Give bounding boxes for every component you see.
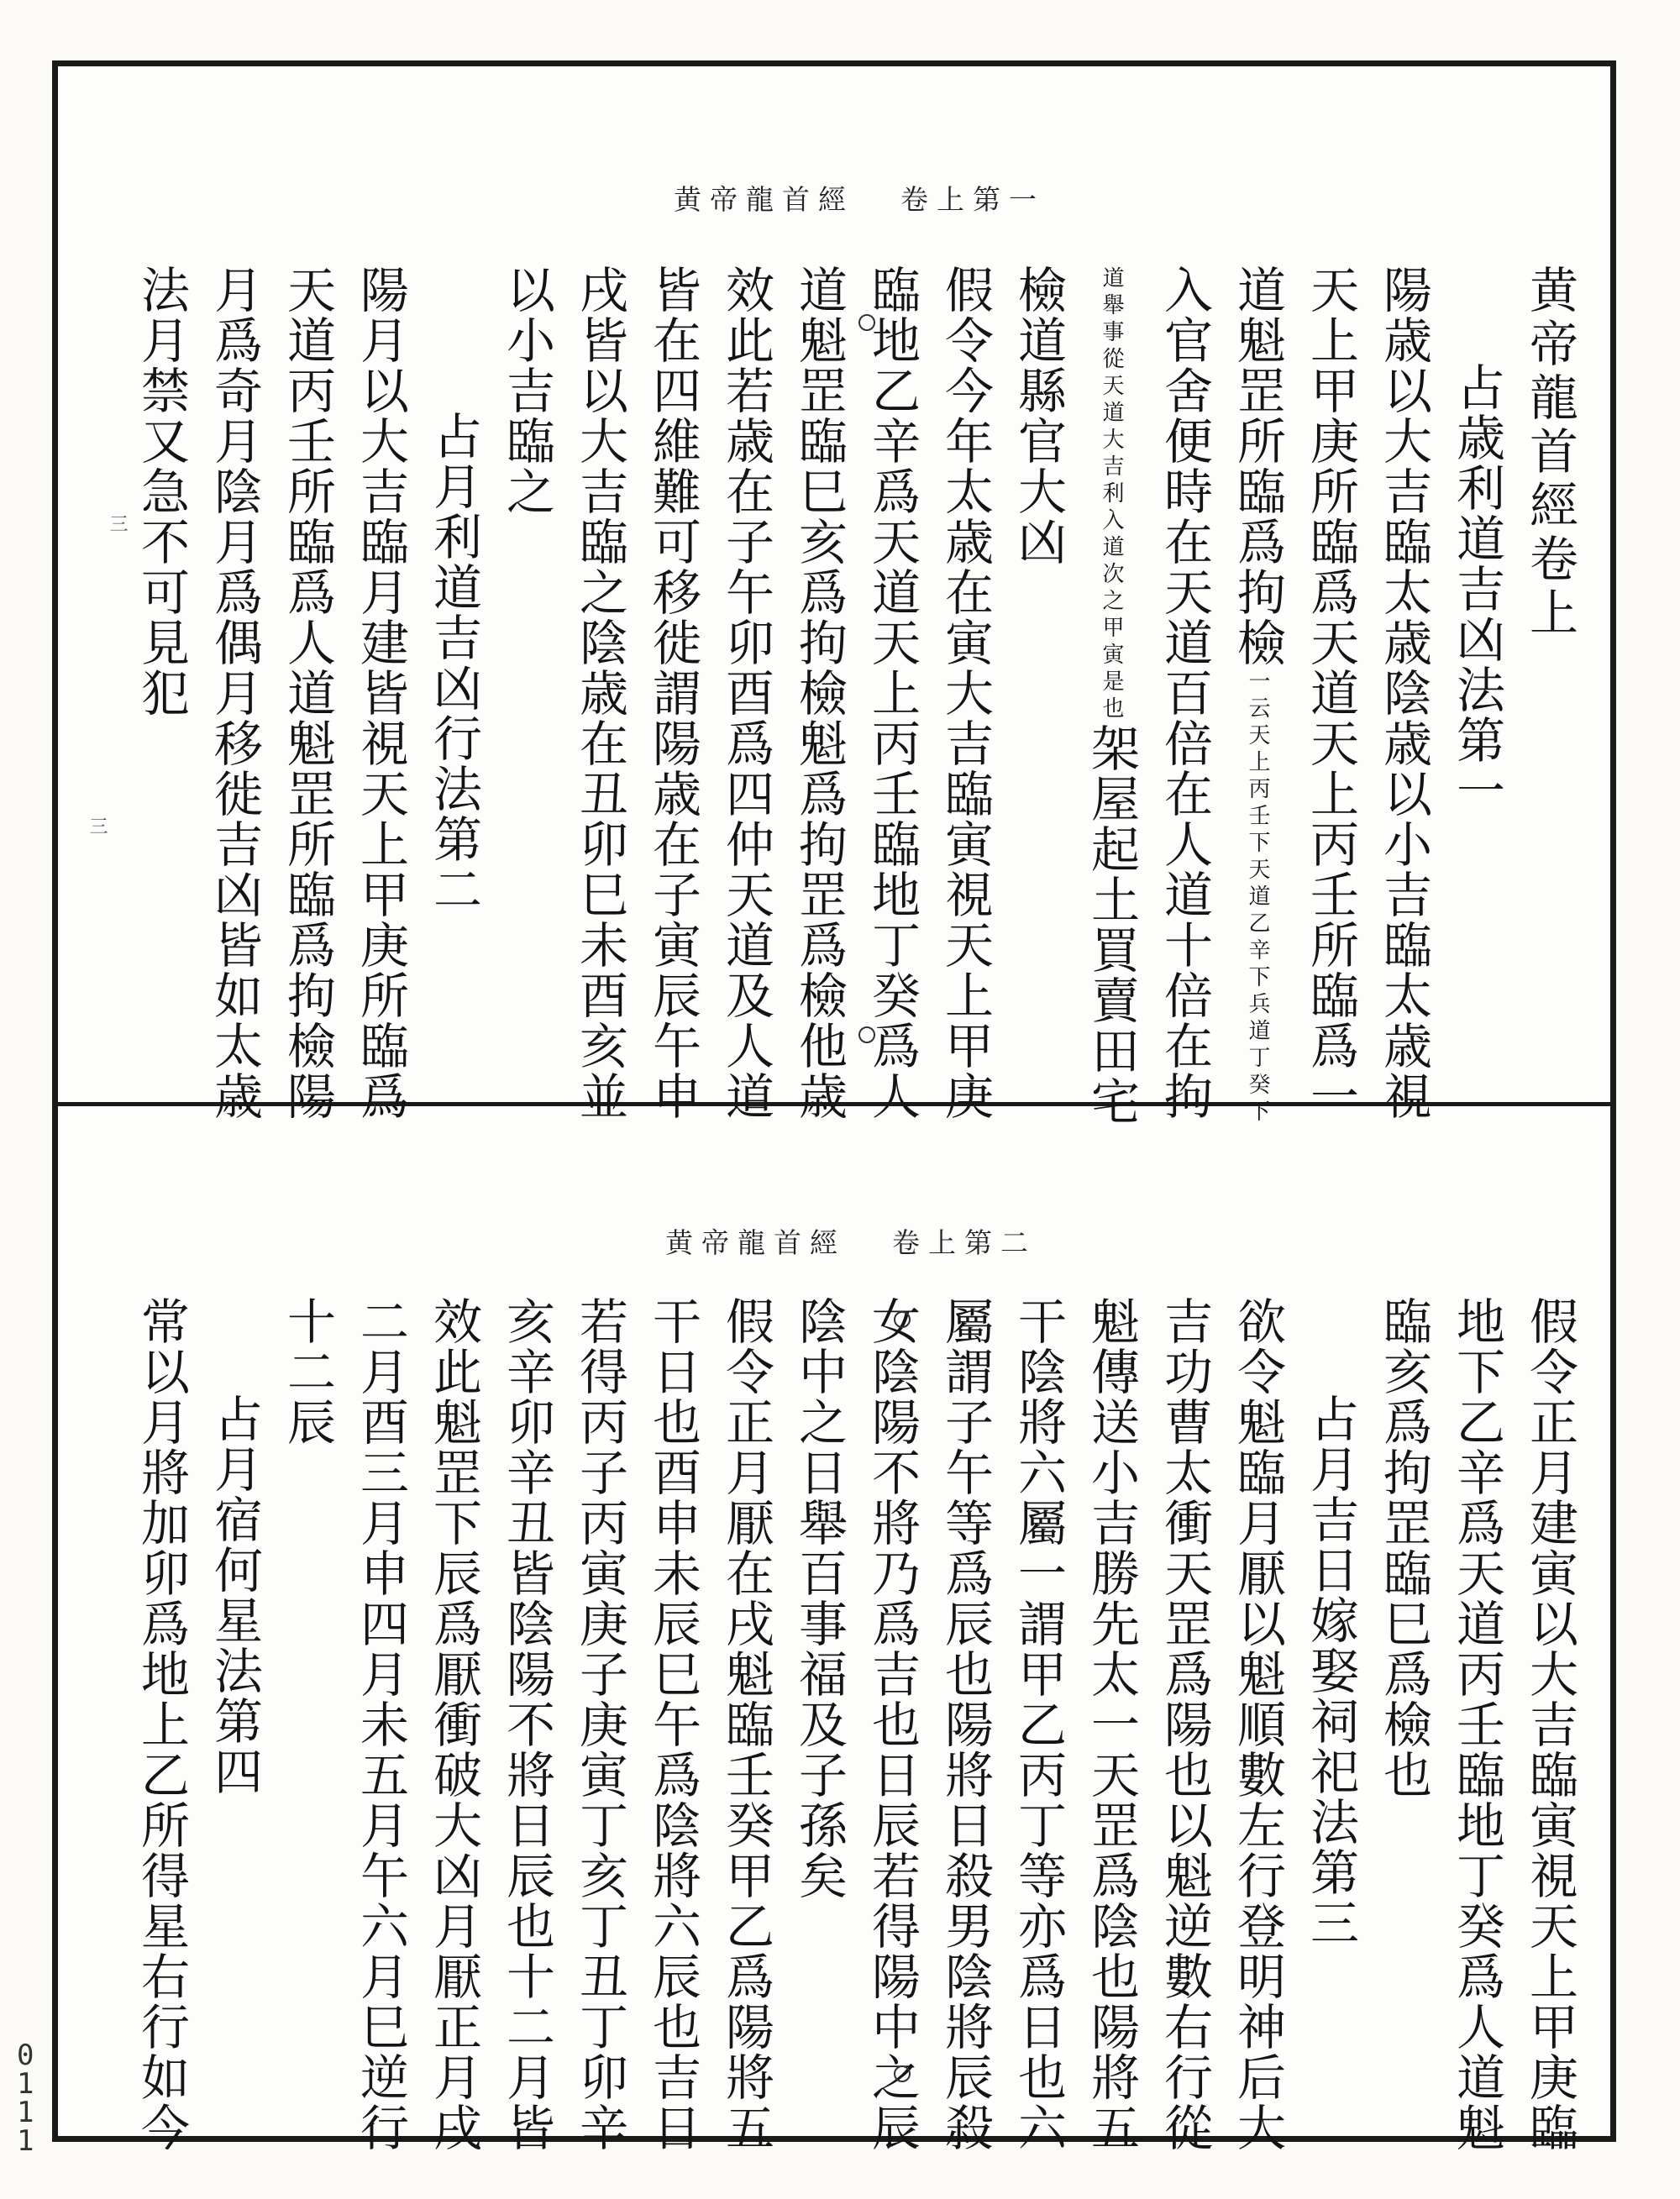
top-page-header (674, 178, 1045, 218)
column-annotation: 道舉事從天道大吉利入道次之甲寅是也 (1099, 266, 1124, 723)
punctuation-circle (894, 2065, 911, 2082)
top-text-columns (133, 265, 1578, 1126)
text-column: 法月禁又急不可見犯 (133, 265, 190, 718)
text-column: 檢道縣官大凶 (1010, 265, 1067, 567)
text-column: 亥辛卯辛丑皆陰陽不將日辰也十二月皆 (498, 1296, 555, 2153)
text-column: 臨亥爲拘罡臨巳爲檢也 (1375, 1296, 1432, 1800)
text-column: 陰中之日舉百事福及子孫矣 (790, 1296, 848, 1901)
text-column: 欲令魁臨月厭以魁順數左行登明神后大 (1229, 1296, 1286, 2153)
punctuation-circle (894, 1311, 911, 1328)
punctuation-circle (858, 1026, 875, 1043)
text-column: 吉功曹太衝天罡爲陽也以魁逆數右行從 (1156, 1296, 1213, 2153)
text-column: 皆在四維難可移徙謂陽歳在子寅辰午申 (644, 265, 701, 1121)
text-column: 常以月將加卯爲地上乙所得星右行如今 (133, 1296, 190, 2153)
column-annotation: 一云天上丙壬下天道乙辛下兵道丁癸下 (1245, 669, 1270, 1126)
page-number: 0111 (17, 2039, 34, 2158)
text-column: 十二辰 (279, 1296, 336, 1447)
text-column: 假令今年太歳在寅大吉臨寅視天上甲庚 (937, 265, 994, 1121)
text-column: 黄帝龍首經卷上 (1521, 265, 1578, 641)
column-main-text: 道魁罡所臨爲拘檢 (1229, 265, 1286, 668)
text-column: 屬謂子午等爲辰也陽將日殺男陰將辰殺 (937, 1296, 994, 2153)
text-column: 以小吉臨之 (498, 265, 555, 517)
margin-mark: 三 (107, 514, 128, 533)
text-column: 占月吉日嫁娶祠祀法第三 (1302, 1393, 1359, 1948)
text-column: 天上甲庚所臨爲天道天上丙壬所臨爲一 (1302, 265, 1359, 1121)
margin-mark: 三 (87, 816, 108, 835)
text-column: 臨地乙辛爲天道天上丙壬臨地丁癸爲人 (864, 265, 921, 1121)
text-column: 魁傳送小吉勝先太一天罡爲陰也陽將五 (1083, 1296, 1140, 2153)
text-column: 月爲奇月陰月爲偶月移徙吉凶皆如太歳 (206, 265, 263, 1121)
text-column: 地下乙辛爲天道丙壬臨地丁癸爲人道魁 (1448, 1296, 1505, 2153)
text-column: 陽月以大吉臨月建皆視天上甲庚所臨爲 (352, 265, 409, 1121)
text-column: 天道丙壬所臨爲人道魁罡所臨爲拘檢陽 (279, 265, 336, 1121)
text-column: 入官舍便時在天道百倍在人道十倍在拘 (1156, 265, 1213, 1121)
text-column: 效此魁罡下辰爲厭衝破大凶月厭正月戌 (425, 1296, 482, 2153)
bottom-page (52, 1106, 1616, 2153)
text-column (1083, 265, 1140, 1126)
column-main-text: 架屋起土買賣田宅 (1083, 723, 1140, 1126)
punctuation-circle (858, 314, 875, 331)
top-page (52, 60, 1616, 1126)
text-column: 假令正月厭在戌魁臨壬癸甲乙爲陽將五 (717, 1296, 774, 2153)
text-column: 陽歳以大吉臨太歳陰歳以小吉臨太歳視 (1375, 265, 1432, 1121)
text-column: 干日也酉申未辰巳午爲陰將六辰也吉日 (644, 1296, 701, 2153)
text-column: 效此若歳在子午卯酉爲四仲天道及人道 (717, 265, 774, 1121)
bottom-page-header (665, 1221, 1037, 1261)
top-header-section: 卷上 (900, 183, 973, 216)
text-column (1229, 265, 1286, 1126)
text-column: 占月利道吉凶行法第二 (425, 411, 482, 915)
bottom-header-title: 黄帝龍首經 (665, 1226, 846, 1259)
text-column: 若得丙子丙寅庚子庚寅丁亥丁丑丁卯辛 (571, 1296, 628, 2153)
text-column: 戌皆以大吉臨之陰歳在丑卯巳未酉亥並 (571, 265, 628, 1121)
text-column: 干陰將六屬一謂甲乙丙丁等亦爲日也六 (1010, 1296, 1067, 2153)
text-column: 女陰陽不將乃爲吉也日辰若得陽中之辰 (864, 1296, 921, 2153)
bottom-header-section: 卷上 (892, 1226, 964, 1259)
top-header-leaf: 第一 (973, 183, 1045, 216)
text-column: 假令正月建寅以大吉臨寅視天上甲庚臨 (1521, 1296, 1578, 2153)
bottom-text-columns (133, 1296, 1578, 2153)
text-column: 占月宿何星法第四 (206, 1393, 263, 1797)
text-column: 二月酉三月申四月未五月午六月巳逆行 (352, 1296, 409, 2153)
bottom-header-leaf: 第二 (964, 1226, 1037, 1259)
text-column: 占歳利道吉凶法第一 (1448, 362, 1505, 816)
text-column: 道魁罡臨巳亥爲拘檢魁爲拘罡爲檢他歳 (790, 265, 848, 1121)
top-header-title: 黄帝龍首經 (674, 183, 854, 216)
